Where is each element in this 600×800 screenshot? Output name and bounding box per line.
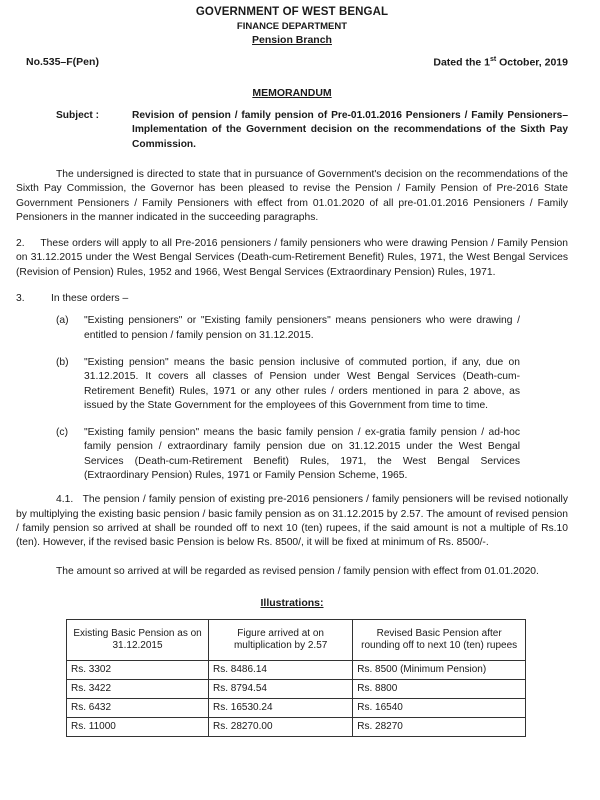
paragraph-4-1: 4.1. The pension / family pension of existing pre-2016 pensioners / family pensioners will be revised notionally by multiplying the existing basic pension / basic family pension as on 31.12.2015 by 2.57. The amount of revised pension / family pension so arrived at shall be rounded off to next 10 (ten) rupees, if the said amount is not a multiple of Rs.10 (ten). However, if the revised basic Pension is below Rs. 8500/, it will be fixed at minimum of Rs. 8500/-. bbox=[16, 494, 571, 549]
table-cell: Rs. 28270 bbox=[353, 717, 526, 736]
table-cell: Rs. 16530.24 bbox=[209, 698, 353, 717]
table-cell: Rs. 3422 bbox=[67, 679, 209, 698]
clause-a-text: "Existing pensioners" or "Existing family pensioners" means pensioners who were drawing / entitled to pension / family pension on 31.12.2015. bbox=[84, 315, 520, 341]
table-cell: Rs. 6432 bbox=[67, 698, 209, 717]
clause-b bbox=[16, 356, 568, 413]
government-heading: GOVERNMENT OF WEST BENGAL bbox=[195, 6, 389, 18]
table-cell: Rs. 8486.14 bbox=[209, 660, 353, 679]
clause-a bbox=[16, 314, 568, 343]
memorandum-title: MEMORANDUM bbox=[252, 86, 332, 99]
paragraph-3 bbox=[16, 292, 568, 306]
subject-text: Revision of pension / family pension of Pre-01.01.2016 Pensioners / Family Pensioners–Implementation of the Government decision on the recommendations of the Sixth Pay Commission. bbox=[132, 109, 568, 150]
table-cell: Rs. 11000 bbox=[67, 717, 209, 736]
memo-number: No.535–F(Pen) bbox=[26, 56, 99, 68]
paragraph-2: 2. These orders will apply to all Pre-2016 pensioners / family pensioners who were drawing Pension / Family Pension on 31.12.2015 under the West Bengal Services (Death-cum-Retirement Benefit) Rules, 1971, the West Bengal Services (Revision of Pension) Rules, 1952 and 1966, West Bengal Services (Extraordinary Pension) Rules, 1971. bbox=[16, 238, 571, 278]
table-cell: Rs. 28270.00 bbox=[209, 717, 353, 736]
paragraph-3-number: 3. bbox=[16, 293, 25, 305]
table-row bbox=[67, 679, 526, 698]
clause-b-text: "Existing pension" means the basic pension inclusive of commuted portion, if any, due on 31.12.2015. It covers all classes of Pension under West Bengal Services (Death-cum-Retirement Benefit) Rules, 1971 or any other rules / orders mentioned in para 2 above, as issued by the State Government for the employees of this Government from time to time. bbox=[84, 356, 520, 411]
memo-date: Dated the 1st October, 2019 bbox=[433, 56, 568, 69]
table-row bbox=[67, 660, 526, 679]
table-row bbox=[67, 717, 526, 736]
clause-c bbox=[16, 426, 568, 483]
clause-a-label: (a) bbox=[56, 315, 69, 327]
table-cell: Rs. 8800 bbox=[353, 679, 526, 698]
table-row bbox=[67, 698, 526, 717]
table-cell: Rs. 16540 bbox=[353, 698, 526, 717]
subject-label: Subject : bbox=[56, 109, 100, 121]
subject-block bbox=[16, 109, 568, 153]
table-header-row bbox=[67, 619, 526, 660]
illustrations-table bbox=[66, 619, 526, 737]
department-heading: FINANCE DEPARTMENT bbox=[236, 21, 348, 32]
reference-line bbox=[16, 56, 568, 69]
table-header-multiplied: Figure arrived at on multiplication by 2.57 bbox=[209, 619, 353, 660]
table-header-revised: Revised Basic Pension after rounding off to next 10 (ten) rupees bbox=[353, 619, 526, 660]
paragraph-4-2: The amount so arrived at will be regarded as revised pension / family pension with effect from 01.01.2020. bbox=[56, 565, 539, 577]
paragraph-3-text: In these orders – bbox=[51, 293, 129, 305]
clause-c-label: (c) bbox=[56, 427, 69, 439]
intro-paragraph: The undersigned is directed to state that in pursuance of Government's decision on the recommendations of the Sixth Pay Commission, the Governor has been pleased to revise the Pension / Family Pension of Pre-2016 State Government Pensioners / Family Pensioners with effect from 01.01.2020 of all pre-01.01.2016 Pensioners / Family Pensioners in the manner indicated in the succeeding paragraphs. bbox=[16, 169, 568, 223]
table-header-existing: Existing Basic Pension as on 31.12.2015 bbox=[67, 619, 209, 660]
branch-heading: Pension Branch bbox=[252, 34, 332, 46]
illustrations-title: Illustrations: bbox=[260, 596, 324, 609]
table-cell: Rs. 8794.54 bbox=[209, 679, 353, 698]
table-cell: Rs. 3302 bbox=[67, 660, 209, 679]
clause-c-text: "Existing family pension" means the basic family pension / ex-gratia family pension / ad-hoc family pension / extraordinary family pension due on 31.12.2015 under the West Bengal Services (Death-cum-Retirement Benefit) Rules, 1971, the West Bengal Services (Extraordinary Pension) Rules, 1971 or Family Pension Scheme, 1965. bbox=[84, 427, 520, 482]
table-cell: Rs. 8500 (Minimum Pension) bbox=[353, 660, 526, 679]
clause-b-label: (b) bbox=[56, 356, 69, 368]
